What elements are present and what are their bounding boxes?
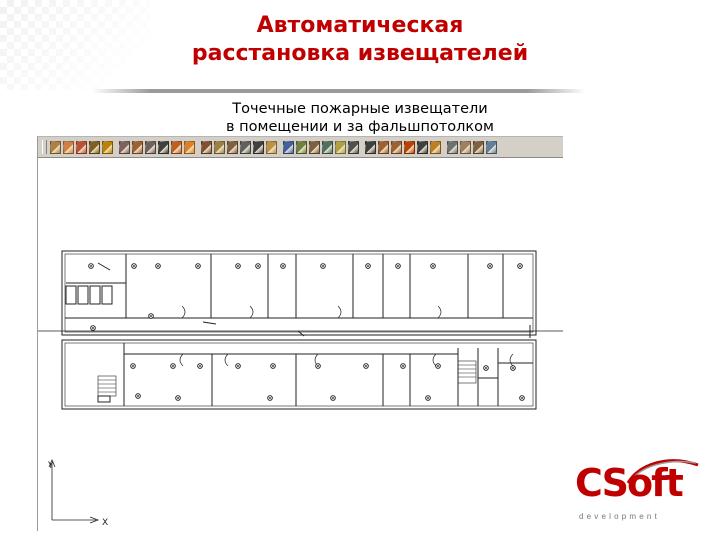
- tool-16-icon[interactable]: [253, 141, 264, 154]
- tool-15-icon[interactable]: [240, 141, 251, 154]
- tool-2-icon[interactable]: [63, 141, 74, 154]
- smoke-detector-dot: [427, 397, 429, 399]
- smoke-detector-dot: [92, 327, 94, 329]
- smoke-detector-dot: [365, 365, 367, 367]
- stairs-left: [98, 376, 116, 396]
- tool-26-icon[interactable]: [391, 141, 402, 154]
- tool-10-icon[interactable]: [171, 141, 182, 154]
- tool-32-icon[interactable]: [473, 141, 484, 154]
- csoft-logo: [570, 455, 705, 530]
- smoke-detector-dot: [322, 265, 324, 267]
- smoke-detector-dot: [272, 365, 274, 367]
- smoke-detector-dot: [489, 265, 491, 267]
- tool-1-icon[interactable]: [50, 141, 61, 154]
- ucs-icon: [49, 460, 98, 523]
- tool-7-icon[interactable]: [132, 141, 143, 154]
- floor-plan: [38, 251, 563, 523]
- subtitle-line-1: Точечные пожарные извещатели: [232, 101, 488, 117]
- tool-30-icon[interactable]: [447, 141, 458, 154]
- smoke-detector-dot: [157, 265, 159, 267]
- subtitle-line-2: в помещении и за фальшпотолком: [226, 119, 494, 135]
- smoke-detector-dot: [257, 265, 259, 267]
- title-line-1: Автоматическая: [256, 13, 464, 38]
- smoke-detector-dot: [397, 265, 399, 267]
- smoke-detector-dot: [282, 265, 284, 267]
- logo-wordmark: CSoft: [575, 461, 682, 505]
- tool-22-icon[interactable]: [335, 141, 346, 154]
- ucs-x-label: X: [102, 518, 109, 528]
- tool-31-icon[interactable]: [460, 141, 471, 154]
- tool-20-icon[interactable]: [309, 141, 320, 154]
- lower-wing-outline: [62, 340, 536, 409]
- tool-27-icon[interactable]: [404, 141, 415, 154]
- tool-17-icon[interactable]: [266, 141, 277, 154]
- smoke-detector-dot: [269, 397, 271, 399]
- tool-6-icon[interactable]: [119, 141, 130, 154]
- smoke-detector-dot: [177, 397, 179, 399]
- tool-28-icon[interactable]: [417, 141, 428, 154]
- tool-11-icon[interactable]: [184, 141, 195, 154]
- smoke-detector-dot: [132, 365, 134, 367]
- smoke-detector-dot: [521, 397, 523, 399]
- logo-tagline: development: [579, 512, 661, 521]
- ucs-y-label: Y: [48, 461, 54, 471]
- smoke-detector-dot: [172, 365, 174, 367]
- smoke-detector-dot: [485, 367, 487, 369]
- smoke-detector-dot: [137, 395, 139, 397]
- tool-3-icon[interactable]: [76, 141, 87, 154]
- slide-title: [150, 12, 570, 68]
- background-pattern: [0, 0, 150, 90]
- title-line-2: расстановка извещателей: [191, 41, 529, 66]
- smoke-detector-dot: [437, 365, 439, 367]
- floor-plan-canvas[interactable]: [38, 158, 563, 531]
- tool-18-icon[interactable]: [283, 141, 294, 154]
- tool-12-icon[interactable]: [201, 141, 212, 154]
- cad-window: [37, 136, 563, 531]
- stairs-right: [458, 361, 476, 383]
- smoke-detector-dot: [237, 265, 239, 267]
- title-divider: [92, 89, 586, 93]
- tool-13-icon[interactable]: [214, 141, 225, 154]
- smoke-detector-dot: [512, 367, 514, 369]
- cad-toolbar: [38, 137, 563, 158]
- slide-subtitle: [170, 100, 550, 136]
- tool-19-icon[interactable]: [296, 141, 307, 154]
- smoke-detector-dot: [317, 365, 319, 367]
- tool-24-icon[interactable]: [365, 141, 376, 154]
- smoke-detector-dot: [432, 265, 434, 267]
- toolbar-grip[interactable]: [42, 140, 47, 154]
- tool-4-icon[interactable]: [89, 141, 100, 154]
- smoke-detector-dot: [402, 365, 404, 367]
- tool-21-icon[interactable]: [322, 141, 333, 154]
- tool-25-icon[interactable]: [378, 141, 389, 154]
- tool-9-icon[interactable]: [158, 141, 169, 154]
- smoke-detector-dot: [367, 265, 369, 267]
- smoke-detector-dot: [237, 365, 239, 367]
- tool-29-icon[interactable]: [430, 141, 441, 154]
- smoke-detector-dot: [150, 315, 152, 317]
- smoke-detector-dot: [90, 265, 92, 267]
- tool-8-icon[interactable]: [145, 141, 156, 154]
- smoke-detector-dot: [197, 265, 199, 267]
- tool-14-icon[interactable]: [227, 141, 238, 154]
- tool-23-icon[interactable]: [348, 141, 359, 154]
- tool-5-icon[interactable]: [102, 141, 113, 154]
- smoke-detector-dot: [519, 265, 521, 267]
- smoke-detector-dot: [133, 265, 135, 267]
- smoke-detector-dot: [199, 365, 201, 367]
- smoke-detector-dot: [332, 397, 334, 399]
- tool-33-icon[interactable]: [486, 141, 497, 154]
